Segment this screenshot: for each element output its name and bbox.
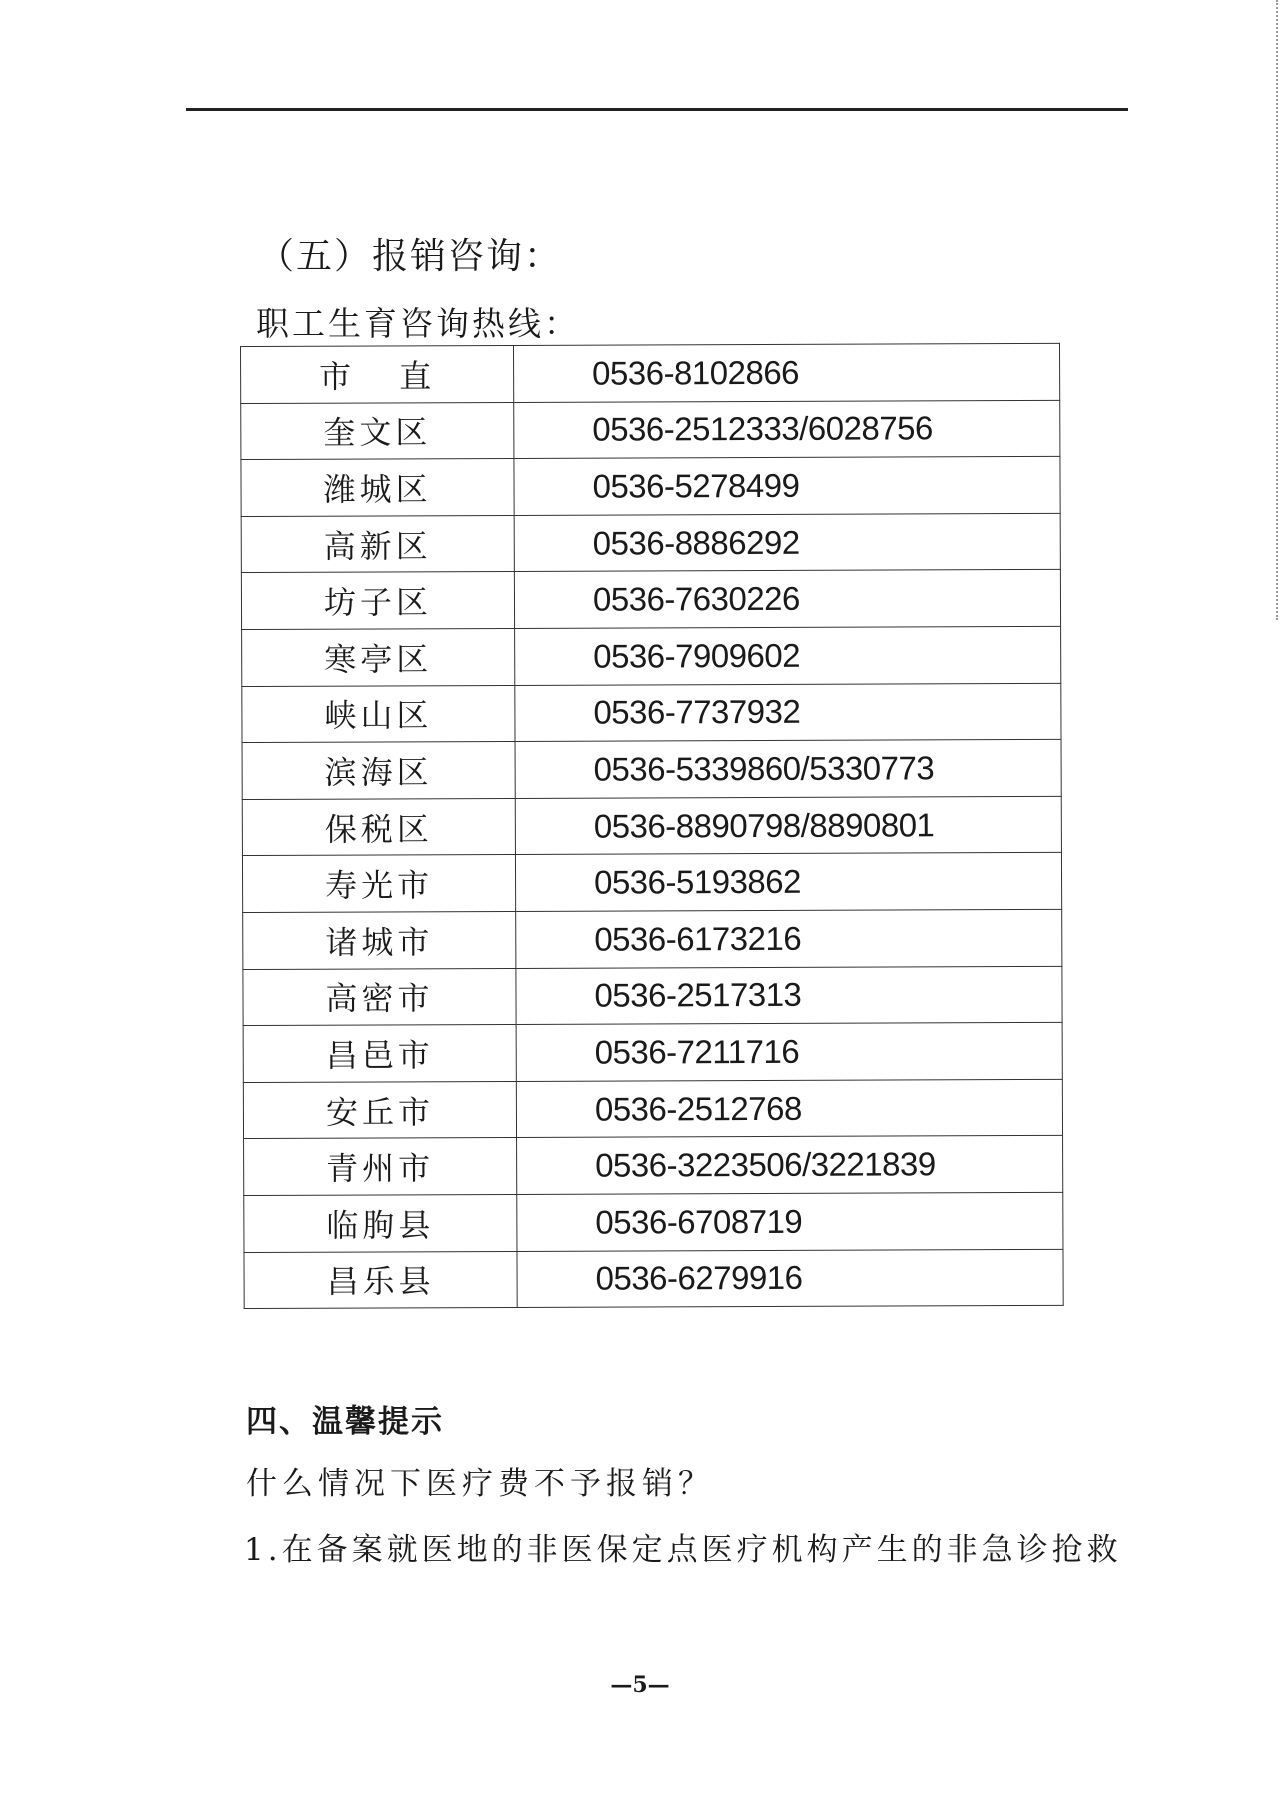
region-cell: 奎文区 [241, 402, 514, 460]
region-cell: 青州市 [244, 1138, 517, 1196]
hotline-row [242, 740, 1061, 800]
hotline-row [241, 513, 1060, 573]
phone-cell: 0536-2517313 [516, 966, 1062, 1025]
region-cell: 高新区 [241, 515, 514, 573]
scan-edge-artifact [1274, 0, 1278, 620]
phone-cell: 0536-3223506/3221839 [517, 1136, 1063, 1195]
region-cell: 保税区 [242, 798, 515, 856]
region-cell: 峡山区 [242, 685, 515, 743]
hotline-row [243, 1079, 1062, 1139]
phone-cell: 0536-7630226 [514, 570, 1060, 629]
hotline-row [241, 343, 1060, 403]
hotline-row [241, 400, 1060, 460]
region-cell: 市 直 [241, 345, 514, 403]
hotline-row [242, 796, 1061, 856]
region-cell: 昌乐县 [244, 1251, 517, 1309]
region-cell: 临朐县 [244, 1194, 517, 1252]
phone-cell: 0536-5339860/5330773 [515, 740, 1061, 799]
hotline-row [244, 1136, 1063, 1196]
hotline-row [242, 853, 1061, 913]
header-rule [186, 108, 1128, 111]
hotline-row [243, 966, 1062, 1026]
phone-cell: 0536-2512333/6028756 [514, 400, 1060, 459]
phone-cell: 0536-6708719 [517, 1192, 1063, 1251]
hotline-row [242, 626, 1061, 686]
section-heading: （五）报销咨询： [258, 236, 563, 277]
region-cell: 安丘市 [243, 1081, 516, 1139]
phone-cell: 0536-7737932 [515, 683, 1061, 742]
hotline-row [241, 457, 1060, 517]
hotline-row [244, 1192, 1063, 1252]
phone-cell: 0536-6173216 [516, 909, 1062, 968]
hotline-table-body [241, 343, 1064, 1308]
phone-cell: 0536-2512768 [516, 1079, 1062, 1138]
region-cell: 昌邑市 [243, 1025, 516, 1083]
phone-cell: 0536-7211716 [516, 1022, 1062, 1081]
tips-question: 什么情况下医疗费不予报销？ [246, 1466, 714, 1502]
phone-cell: 0536-5278499 [514, 457, 1060, 516]
page-number: —5— [610, 1672, 670, 1698]
phone-cell: 0536-5193862 [515, 853, 1061, 912]
phone-cell: 0536-8102866 [513, 343, 1059, 402]
phone-cell: 0536-7909602 [515, 626, 1061, 685]
region-cell: 诸城市 [243, 911, 516, 969]
phone-cell: 0536-6279916 [517, 1249, 1063, 1308]
region-cell: 寒亭区 [242, 628, 515, 686]
hotline-row [243, 1022, 1062, 1082]
phone-cell: 0536-8886292 [514, 513, 1060, 572]
region-cell: 寿光市 [242, 855, 515, 913]
hotline-label: 职工生育咨询热线： [256, 304, 580, 343]
region-cell: 滨海区 [242, 742, 515, 800]
hotline-table [240, 343, 1064, 1309]
region-cell: 潍城区 [241, 459, 514, 517]
hotline-row [244, 1249, 1063, 1309]
phone-cell: 0536-8890798/8890801 [515, 796, 1061, 855]
region-cell: 高密市 [243, 968, 516, 1026]
tips-item-1: 1.在备案就医地的非医保定点医疗机构产生的非急诊抢救 [244, 1532, 1122, 1568]
region-cell: 坊子区 [241, 572, 514, 630]
hotline-row [242, 683, 1061, 743]
hotline-row [241, 570, 1060, 630]
tips-heading: 四、温馨提示 [246, 1404, 444, 1440]
hotline-row [243, 909, 1062, 969]
